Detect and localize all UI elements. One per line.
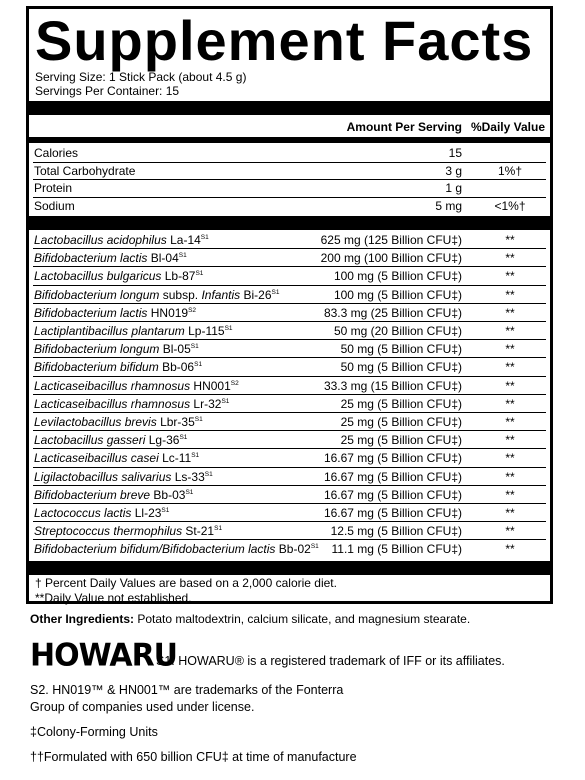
strain-superscript: S1	[194, 416, 203, 423]
strain-daily-value: **	[505, 378, 515, 393]
strain-species: Streptococcus thermophilus	[34, 524, 183, 539]
strain-code: HN019	[150, 305, 189, 320]
strain-superscript: S1	[179, 434, 188, 442]
strain-species: Bifidobacterium longum	[34, 287, 160, 302]
strain-amount: 25 mg (5 Billion CFU‡)	[340, 415, 462, 429]
nutrient-name: Calories	[34, 146, 79, 160]
strain-amount: 25 mg (5 Billion CFU‡)	[340, 433, 462, 448]
strain-amount: 100 mg (5 Billion CFU‡)	[333, 287, 462, 302]
strain-daily-value: **	[505, 305, 515, 320]
note-formulated: ††Formulated with 650 billion CFU‡ at time of manufacture	[30, 750, 357, 764]
strain-code: Bb-03	[153, 487, 186, 502]
strain-name	[34, 267, 203, 285]
footnote-daily-value: † Percent Daily Values are based on a 2,000 calorie diet.	[35, 576, 337, 590]
strain-superscript: S1	[185, 488, 194, 496]
medium-divider	[29, 137, 550, 143]
strain-code: HN001	[193, 378, 231, 393]
strain-superscript: S1	[214, 525, 223, 533]
strain-code: La-14	[170, 233, 201, 247]
strain-superscript: S1	[310, 543, 319, 551]
strain-row	[29, 304, 550, 322]
strain-row	[29, 486, 550, 504]
nutrient-daily-value: 1%†	[497, 163, 523, 178]
strain-daily-value: **	[505, 396, 515, 411]
other-ingredients-label: Other Ingredients:	[30, 612, 135, 626]
strain-code: Bb-06	[162, 360, 195, 375]
strain-name	[34, 322, 233, 340]
strain-name	[34, 468, 213, 486]
other-ingredients	[30, 612, 470, 626]
amount-per-serving-header: Amount Per Serving	[346, 120, 462, 134]
nutrient-amount: 5 mg	[435, 198, 462, 213]
strain-species: Lacticaseibacillus rhamnosus	[34, 396, 191, 411]
note-s2-line1: S2. HN019™ & HN001™ are trademarks of the Fonterra	[30, 683, 344, 697]
strain-code: Lc-11	[162, 451, 192, 466]
strain-species: Lactococcus lactis	[34, 506, 132, 520]
strain-superscript: S1	[190, 343, 199, 351]
strain-superscript: S2	[188, 306, 197, 314]
strain-code: Lp-115	[188, 324, 225, 338]
note-cfu: ‡Colony-Forming Units	[30, 725, 158, 739]
strain-superscript: S1	[191, 452, 200, 460]
daily-value-header: %Daily Value	[470, 120, 545, 134]
serving-size: Serving Size: 1 Stick Pack (about 4.5 g)	[35, 70, 247, 84]
thick-divider	[29, 216, 550, 230]
nutrient-amount: 15	[448, 146, 462, 160]
nutrient-row	[29, 198, 550, 216]
strain-code: Ll-23	[134, 506, 162, 520]
strain-species: Bifidobacterium lactis	[34, 251, 148, 266]
strain-row	[29, 395, 550, 413]
strain-amount: 625 mg (125 Billion CFU‡)	[320, 233, 462, 247]
strain-species: Lactiplantibacillus plantarum	[34, 324, 185, 338]
strain-superscript: S1	[204, 470, 213, 478]
howaru-logo: HOWARU	[30, 637, 178, 674]
strain-amount: 16.67 mg (5 Billion CFU‡)	[323, 469, 462, 484]
nutrient-name: Protein	[34, 181, 73, 195]
strain-superscript: S1	[178, 252, 187, 260]
strain-subspecies: Infantis	[201, 287, 241, 302]
note-s2-line2: Group of companies used under license.	[30, 700, 255, 714]
strain-daily-value: **	[505, 269, 515, 284]
strain-species: Lactobacillus bulgaricus	[34, 269, 162, 284]
strain-row	[29, 431, 550, 449]
strain-code: Bl-04	[150, 251, 179, 266]
strain-name	[34, 377, 239, 395]
strain-amount: 16.67 mg (5 Billion CFU‡)	[323, 487, 462, 502]
strain-daily-value: **	[505, 360, 515, 375]
strain-daily-value: **	[505, 451, 515, 466]
thick-divider	[29, 561, 550, 575]
strain-code: Lbr-35	[160, 415, 195, 429]
strain-name	[34, 540, 319, 558]
strain-name	[34, 231, 209, 249]
strain-row	[29, 413, 550, 431]
strain-row	[29, 449, 550, 467]
strain-name	[34, 340, 199, 358]
strain-amount: 33.3 mg (15 Billion CFU‡)	[323, 378, 462, 393]
nutrient-row	[29, 145, 550, 163]
strain-amount: 100 mg (5 Billion CFU‡)	[333, 269, 462, 284]
strain-amount: 12.5 mg (5 Billion CFU‡)	[330, 524, 462, 539]
strain-amount: 11.1 mg (5 Billion CFU‡)	[331, 542, 462, 557]
strain-species: Lacticaseibacillus casei	[34, 451, 159, 466]
nutrient-name: Sodium	[34, 198, 75, 213]
strain-daily-value: **	[505, 542, 515, 557]
strain-daily-value: **	[505, 469, 515, 484]
servings-per-container: Servings Per Container: 15	[35, 84, 180, 98]
strain-name	[34, 449, 199, 467]
strain-row	[29, 377, 550, 395]
strain-amount: 16.67 mg (5 Billion CFU‡)	[323, 506, 462, 520]
strain-daily-value: **	[505, 487, 515, 502]
nutrient-amount: 1 g	[445, 181, 462, 195]
strain-species: Levilactobacillus brevis	[34, 415, 157, 429]
strain-amount: 50 mg (5 Billion CFU‡)	[340, 360, 462, 375]
strain-name	[34, 358, 202, 376]
strain-amount: 50 mg (20 Billion CFU‡)	[333, 324, 462, 338]
strain-name	[34, 304, 196, 322]
strain-daily-value: **	[505, 342, 515, 357]
strain-name	[34, 286, 279, 304]
strain-row	[29, 267, 550, 285]
strain-code: St-21	[185, 524, 215, 539]
strain-code: Bl-05	[162, 342, 191, 357]
strain-code: Lr-32	[193, 396, 222, 411]
thick-divider	[29, 101, 550, 115]
strain-superscript: S1	[271, 288, 280, 296]
strain-superscript: S1	[195, 270, 204, 278]
nutrient-daily-value: <1%†	[494, 198, 526, 213]
strain-code: Lb-87	[164, 269, 196, 284]
nutrient-amount: 3 g	[445, 163, 462, 178]
strain-row	[29, 340, 550, 358]
strain-amount: 200 mg (100 Billion CFU‡)	[320, 251, 462, 266]
supplement-facts-panel	[26, 6, 553, 604]
strain-row	[29, 231, 550, 249]
column-header	[29, 117, 550, 137]
strain-amount: 25 mg (5 Billion CFU‡)	[340, 396, 462, 411]
strain-name	[34, 395, 229, 413]
strain-name	[34, 522, 222, 540]
strain-daily-value: **	[505, 251, 515, 266]
strain-name	[34, 249, 187, 267]
strain-species: Bifidobacterium bifidum	[34, 360, 159, 375]
other-ingredients-text: Potato maltodextrin, calcium silicate, and magnesium stearate.	[137, 612, 471, 626]
panel-title: Supplement Facts	[35, 9, 534, 72]
strain-code: Lg-36	[148, 433, 180, 448]
strain-species: Lactobacillus acidophilus	[34, 233, 167, 247]
strain-superscript: S1	[200, 234, 209, 241]
nutrient-name: Total Carbohydrate	[34, 163, 136, 178]
strain-name	[34, 486, 193, 504]
strain-daily-value: **	[505, 287, 515, 302]
strain-species: Bifidobacterium bifidum/Bifidobacterium lactis	[34, 542, 276, 557]
strain-daily-value: **	[505, 524, 515, 539]
strain-amount: 16.67 mg (5 Billion CFU‡)	[323, 451, 462, 466]
strain-daily-value: **	[505, 433, 515, 448]
strain-species: Bifidobacterium breve	[34, 487, 151, 502]
strain-row	[29, 322, 550, 340]
strain-daily-value: **	[505, 233, 515, 247]
strain-daily-value: **	[505, 415, 515, 429]
strain-code: Bi-26	[243, 287, 272, 302]
strain-code: Bb-02	[278, 542, 311, 557]
strain-species: Ligilactobacillus salivarius	[34, 469, 172, 484]
note-s1: S1. HOWARU® is a registered trademark of IFF or its affiliates.	[156, 654, 505, 668]
strain-amount: 83.3 mg (25 Billion CFU‡)	[323, 305, 462, 320]
strain-superscript: S1	[221, 397, 230, 405]
strain-subspecies-label: subsp.	[162, 287, 199, 302]
strain-daily-value: **	[505, 324, 515, 338]
strain-amount: 50 mg (5 Billion CFU‡)	[340, 342, 462, 357]
strain-row	[29, 522, 550, 540]
strain-superscript: S2	[230, 379, 239, 387]
strain-daily-value: **	[505, 506, 515, 520]
strain-name	[34, 413, 203, 431]
strain-species: Lactobacillus gasseri	[34, 433, 146, 448]
strain-superscript: S1	[161, 507, 170, 514]
strain-species: Bifidobacterium longum	[34, 342, 160, 357]
strain-code: Ls-33	[174, 469, 205, 484]
strain-superscript: S1	[194, 361, 203, 369]
footnote-not-established: **Daily Value not established.	[35, 591, 192, 605]
nutrient-row	[29, 180, 550, 198]
nutrient-row	[29, 163, 550, 181]
strain-name	[34, 431, 187, 449]
strain-row	[29, 358, 550, 376]
strain-superscript: S1	[224, 325, 233, 332]
strain-name	[34, 504, 169, 522]
strain-row	[29, 249, 550, 267]
strain-species: Bifidobacterium lactis	[34, 305, 148, 320]
strain-species: Lacticaseibacillus rhamnosus	[34, 378, 191, 393]
strain-row	[29, 468, 550, 486]
strain-row	[29, 540, 550, 558]
strain-row	[29, 286, 550, 304]
strain-row	[29, 504, 550, 522]
